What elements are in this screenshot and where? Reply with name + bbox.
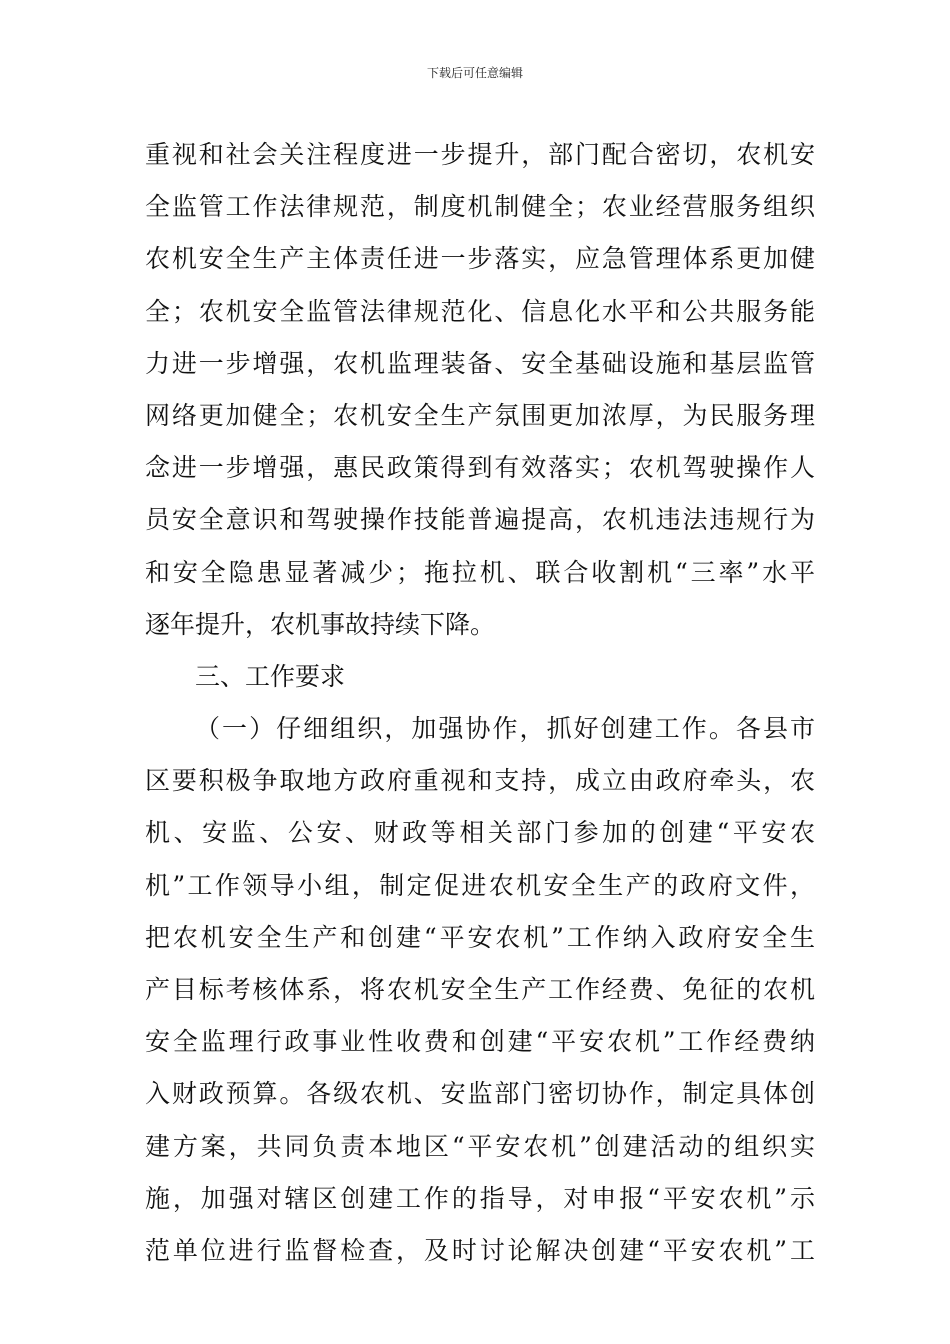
paragraph-line: 念进一步增强，惠民政策得到有效落实；农机驾驶操作人 [145, 453, 815, 483]
paragraph-line: 全监管工作法律规范，制度机制健全；农业经营服务组织 [145, 192, 815, 222]
section-heading: 三、工作要求 [195, 661, 346, 691]
paragraph-line: 全；农机安全监管法律规范化、信息化水平和公共服务能 [145, 296, 815, 326]
paragraph-line: 力进一步增强，农机监理装备、安全基础设施和基层监管 [145, 348, 815, 378]
paragraph-line: 网络更加健全；农机安全生产氛围更加浓厚，为民服务理 [145, 400, 815, 430]
paragraph-line: 逐年提升，农机事故持续下降。 [145, 609, 496, 639]
paragraph-line: 施，加强对辖区创建工作的指导，对申报“平安农机”示 [145, 1183, 815, 1213]
paragraph-line: 重视和社会关注程度进一步提升，部门配合密切，农机安 [145, 140, 815, 169]
paragraph-line: 区要积极争取地方政府重视和支持，成立由政府牵头，农 [145, 766, 815, 796]
paragraph-line: 产目标考核体系，将农机安全生产工作经费、免征的农机 [145, 975, 815, 1004]
document-body [145, 129, 815, 1277]
paragraph-line: （一）仔细组织，加强协作，抓好创建工作。各县市 [195, 714, 815, 744]
paragraph-line: 和安全隐患显著减少；拖拉机、联合收割机“三率”水平 [145, 557, 815, 587]
paragraph-line: 机、安监、公安、财政等相关部门参加的创建“平安农 [145, 818, 815, 848]
paragraph-line: 农机安全生产主体责任进一步落实，应急管理体系更加健 [145, 244, 815, 274]
paragraph-line: 把农机安全生产和创建“平安农机”工作纳入政府安全生 [145, 922, 815, 952]
paragraph-line: 入财政预算。各级农机、安监部门密切协作，制定具体创 [145, 1079, 815, 1109]
paragraph-line: 范单位进行监督检查，及时讨论解决创建“平安农机”工 [145, 1235, 815, 1265]
paragraph-line: 机”工作领导小组，制定促进农机安全生产的政府文件， [145, 870, 815, 900]
paragraph-line: 安全监理行政事业性收费和创建“平安农机”工作经费纳 [145, 1027, 815, 1057]
paragraph-line: 员安全意识和驾驶操作技能普遍提高，农机违法违规行为 [145, 505, 815, 535]
page-header-note: 下载后可任意编辑 [426, 66, 523, 80]
paragraph-line: 建方案，共同负责本地区“平安农机”创建活动的组织实 [145, 1131, 815, 1161]
